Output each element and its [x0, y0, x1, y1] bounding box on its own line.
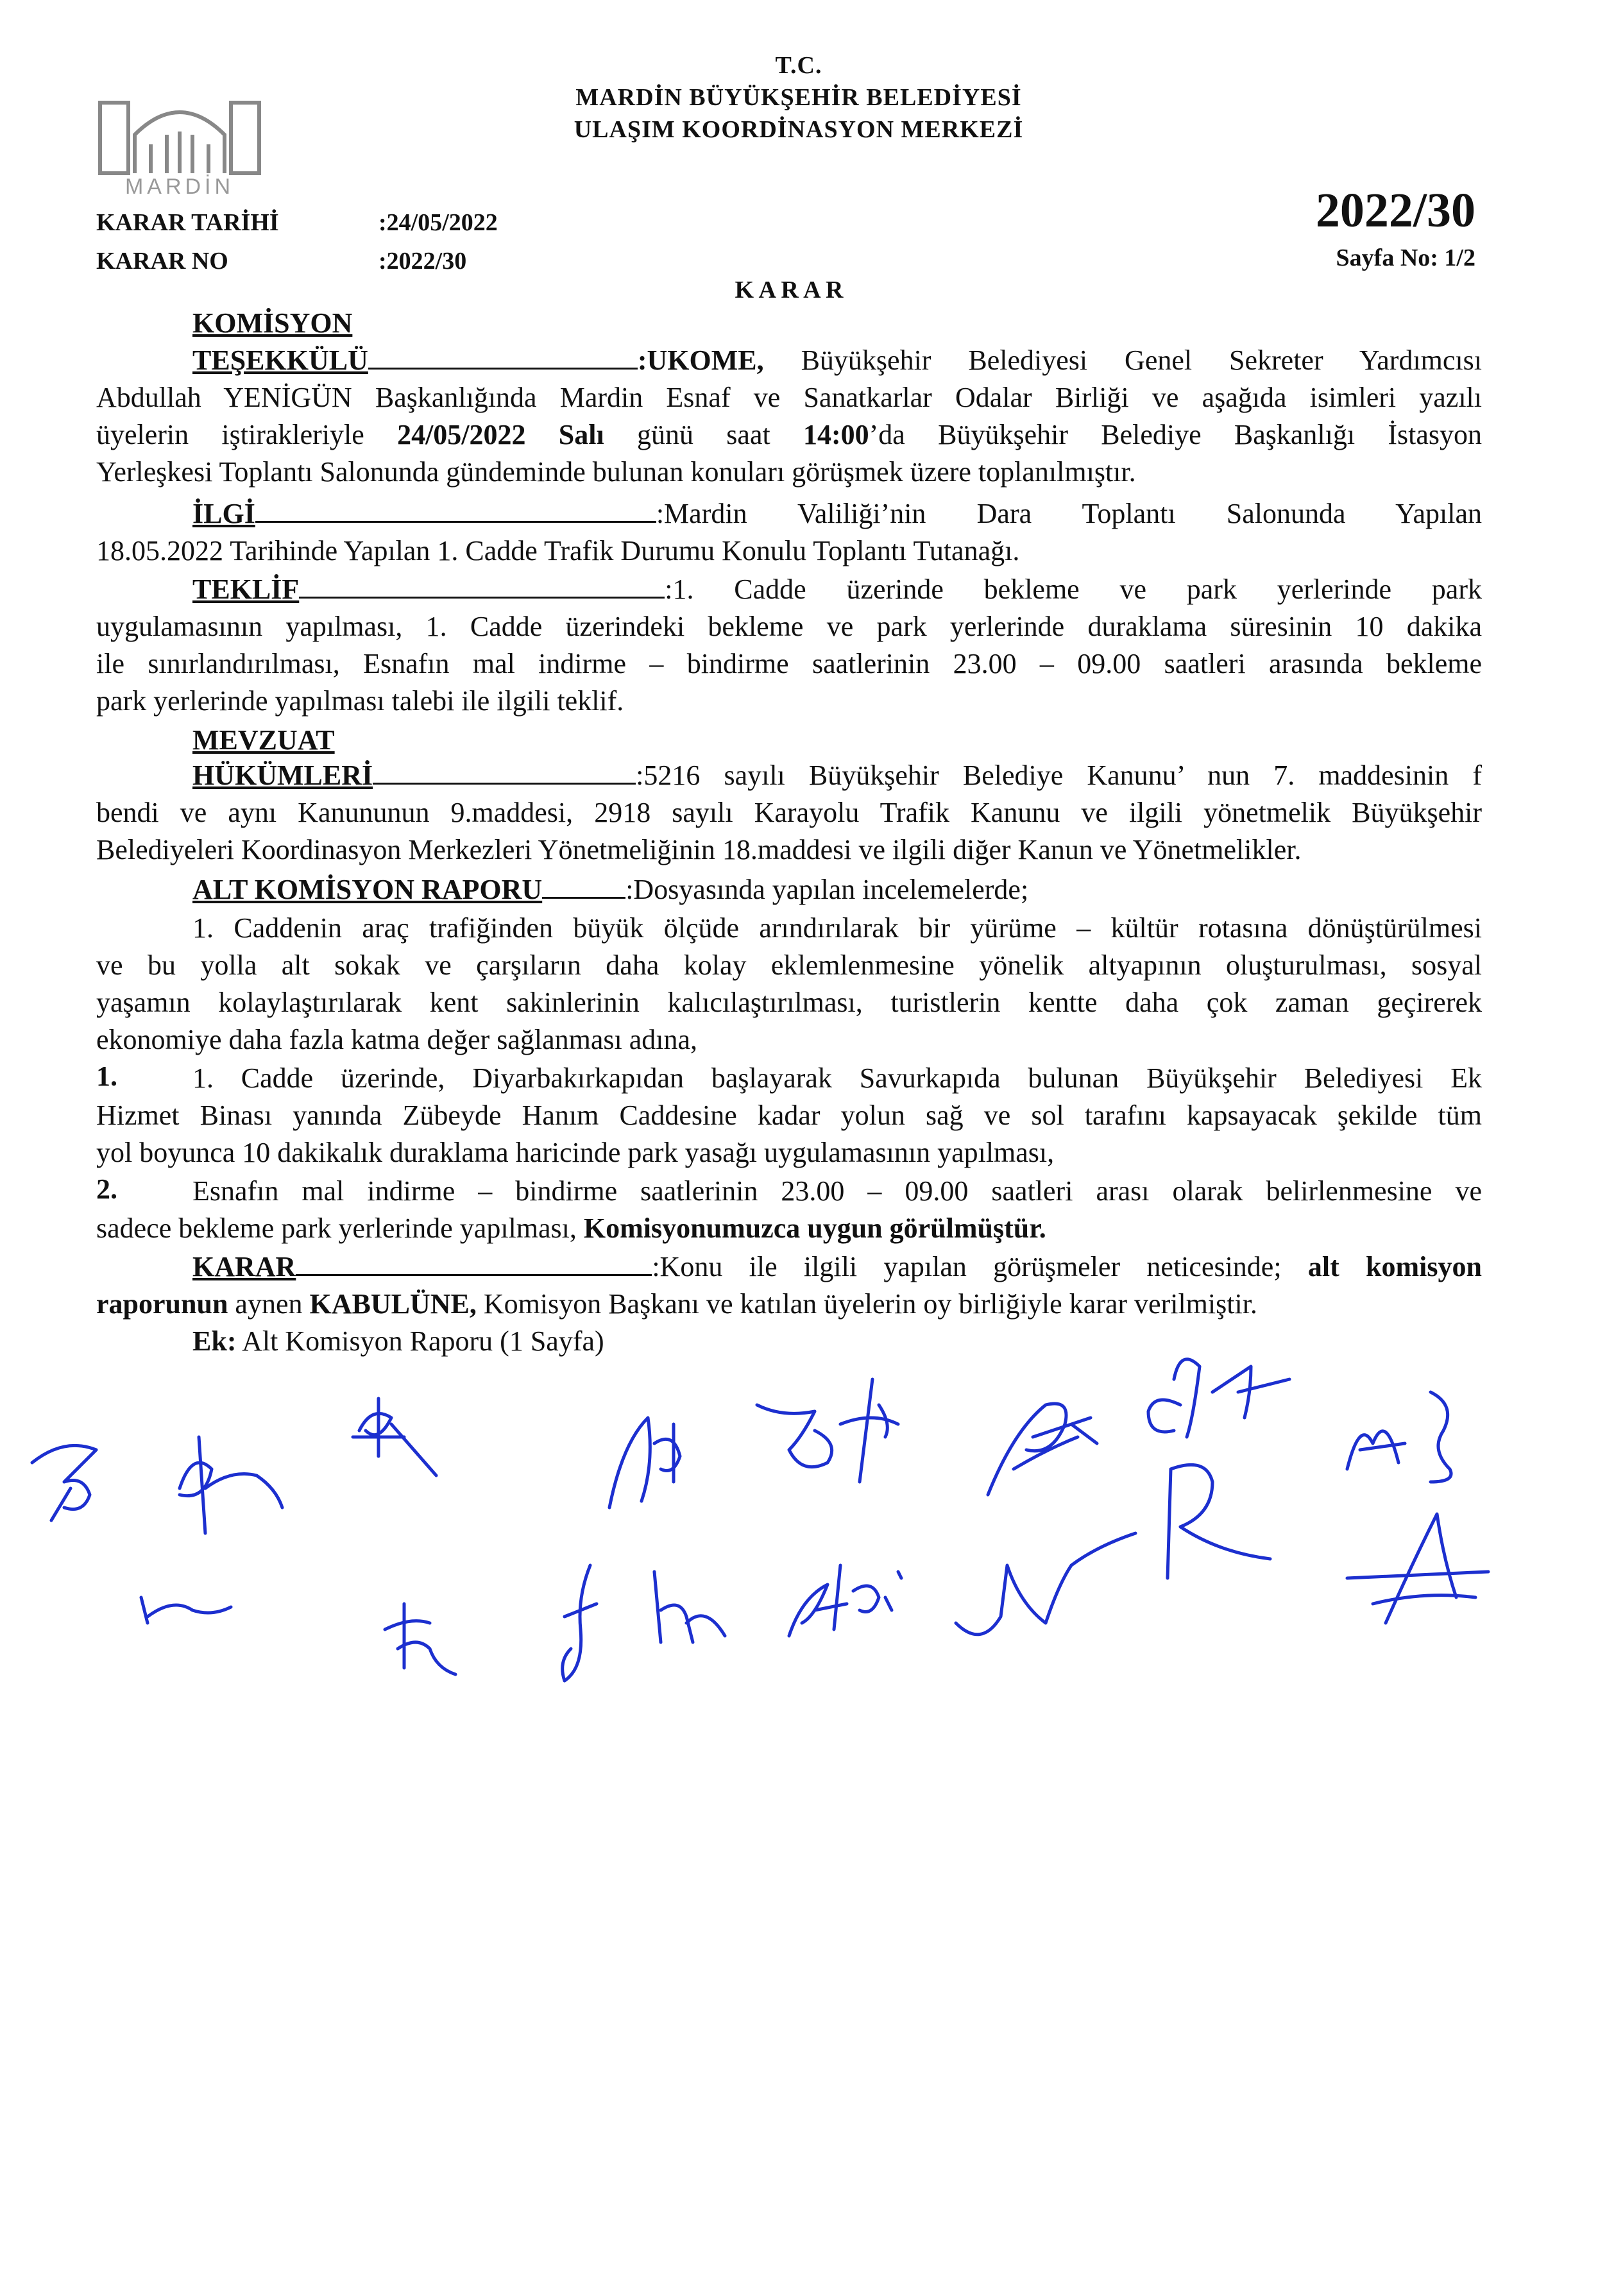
logo-text: MARDİN: [124, 174, 235, 199]
header-tc: T.C.: [775, 52, 822, 79]
teklif-line-3: ile sınırlandırılması, Esnafın mal indirme – bindirme saatlerinin 23.00 – 09.00 saatleri arasında bekleme: [96, 648, 1482, 679]
alt-komisyon-line: ALT KOMİSYON RAPORU :Dosyasında yapılan incelemelerde;: [192, 874, 1029, 905]
signature-3: [340, 1392, 449, 1488]
municipality-logo: [96, 83, 263, 199]
document-type: K A R A R: [735, 276, 844, 303]
item-2-line-2: sadece bekleme park yerlerinde yapılması, Komisyonumuzca uygun görülmüştür.: [96, 1212, 1046, 1244]
signature-8: [1334, 1373, 1475, 1488]
komisyon-label-2: TEŞEKKÜLÜ: [192, 344, 368, 376]
signature-11: [552, 1559, 609, 1687]
signature-7: [1129, 1341, 1296, 1450]
mevzuat-line-3: Belediyeleri Koordinasyon Merkezleri Yönetmeliğinin 18.maddesi ve ilgili diğer Kanun ve Yönetmelikler.: [96, 834, 1302, 865]
karar-line-1: KARAR :Konu ile ilgili yapılan görüşmeler neticesinde; alt komisyon: [192, 1251, 1483, 1282]
alt-paragraph-line-1: 1. Caddenin araç trafiğinden büyük ölçüde arındırılarak bir yürüme – kültür rotasına dönüştürülmesi: [192, 912, 1482, 944]
mevzuat-line-2: bendi ve aynı Kanununun 9.maddesi, 2918 sayılı Karayolu Trafik Kanunu ve ilgili yönetmelik Büyükşehir: [96, 797, 1482, 828]
decision-date-label: KARAR TARİHİ: [96, 209, 279, 236]
header-center: ULAŞIM KOORDİNASYON MERKEZİ: [574, 116, 1024, 143]
alt-paragraph-line-4: ekonomiye daha fazla katma değer sağlanması adına,: [96, 1024, 698, 1055]
signature-1: [26, 1411, 148, 1527]
item-2-number: 2.: [96, 1173, 117, 1205]
signature-16: [1334, 1501, 1501, 1629]
decision-no-label: KARAR NO: [96, 248, 228, 275]
komisyon-line-1: TEŞEKKÜLÜ :UKOME, Büyükşehir Belediyesi Genel Sekreter Yardımcısı: [192, 344, 1483, 376]
attachment-label: Ek:: [192, 1325, 237, 1357]
item-1-line-1: 1. Cadde üzerinde, Diyarbakırkapıdan başlayarak Savurkapıda bulunan Büyükşehir Belediyesi Ek: [192, 1062, 1482, 1094]
signature-9: [135, 1585, 237, 1629]
teklif-label: TEKLİF: [192, 574, 300, 605]
signature-12: [642, 1565, 731, 1649]
alt-paragraph-line-3: yaşamın kolaylaştırılarak kent sakinlerinin kalıcılaştırılması, turistlerin kentte daha çok zaman geçirerek: [96, 987, 1482, 1018]
decision-date-value: :24/05/2022: [378, 209, 498, 236]
signature-13: [776, 1546, 924, 1642]
signature-6: [975, 1379, 1110, 1508]
karar-label: KARAR: [192, 1251, 296, 1282]
komisyon-label-1: KOMİSYON: [192, 307, 353, 339]
mevzuat-label-2: HÜKÜMLERİ: [192, 760, 373, 791]
signature-5: [744, 1366, 917, 1495]
mevzuat-label-1: MEVZUAT: [192, 724, 335, 756]
alt-paragraph-line-2: ve bu yolla alt sokak ve çarşıların daha kolay eklemlenmesine yönelik altyapının oluşturulması, sosyal: [96, 949, 1482, 981]
item-1-number: 1.: [96, 1060, 117, 1092]
mevzuat-line-1: HÜKÜMLERİ :5216 sayılı Büyükşehir Belediye Kanunu’ nun 7. maddesinin f: [192, 760, 1482, 791]
alt-komisyon-label: ALT KOMİSYON RAPORU: [192, 874, 543, 905]
komisyon-line-3: üyelerin iştirakleriyle 24/05/2022 Salı günü saat 14:00’da Büyükşehir Belediye Başkanlığı İstasyon: [96, 419, 1483, 450]
item-1-line-2: Hizmet Binası yanında Zübeyde Hanım Caddesine kadar yolun sağ ve sol tarafını kapsayacak şekilde tüm: [96, 1100, 1482, 1131]
karar-line-2: raporunun aynen KABULÜNE, Komisyon Başkanı ve katılan üyelerin oy birliğiyle karar verilmiştir.: [96, 1288, 1257, 1320]
ilgi-line-1: İLGİ :Mardin Valiliği’nin Dara Toplantı Salonunda Yapılan: [192, 498, 1482, 529]
item-1-line-3: yol boyunca 10 dakikalık duraklama haricinde park yasağı uygulamasının yapılması,: [96, 1137, 1055, 1168]
komisyon-colon: :UKOME,: [637, 344, 764, 376]
ilgi-line-2: 18.05.2022 Tarihinde Yapılan 1. Cadde Trafik Durumu Konulu Toplantı Tutanağı.: [96, 535, 1020, 566]
signature-10: [372, 1597, 468, 1681]
decision-number-large: 2022/30: [1315, 183, 1475, 237]
teklif-line-2: uygulamasının yapılması, 1. Cadde üzerindeki bekleme ve park yerlerinde duraklama süresinin 10 dakika: [96, 611, 1482, 642]
komisyon-line-2: Abdullah YENİGÜN Başkanlığında Mardin Esnaf ve Sanatkarlar Odalar Birliği ve aşağıda isimleri yazılı: [96, 382, 1482, 413]
attachment-line: Ek: Alt Komisyon Raporu (1 Sayfa): [192, 1325, 604, 1357]
item-2-line-1: Esnafın mal indirme – bindirme saatlerinin 23.00 – 09.00 saatleri arası olarak belirlenmesine ve: [192, 1175, 1482, 1207]
page-number: Sayfa No: 1/2: [1336, 244, 1475, 271]
signature-14: [949, 1527, 1148, 1655]
komisyon-line-4: Yerleşkesi Toplantı Salonunda gündeminde bulunan konuları görüşmek üzere toplanılmıştır.: [96, 456, 1136, 488]
teklif-line-4: park yerlerinde yapılması talebi ile ilgili teklif.: [96, 685, 624, 717]
teklif-line-1: TEKLİF :1. Cadde üzerinde bekleme ve park yerlerinde park: [192, 574, 1482, 605]
signature-15: [1148, 1450, 1277, 1585]
signature-2: [167, 1431, 295, 1540]
ilgi-label: İLGİ: [192, 498, 255, 529]
header-municipality: MARDİN BÜYÜKŞEHİR BELEDİYESİ: [575, 84, 1022, 111]
decision-no-value: :2022/30: [378, 248, 467, 275]
signature-4: [597, 1405, 699, 1514]
